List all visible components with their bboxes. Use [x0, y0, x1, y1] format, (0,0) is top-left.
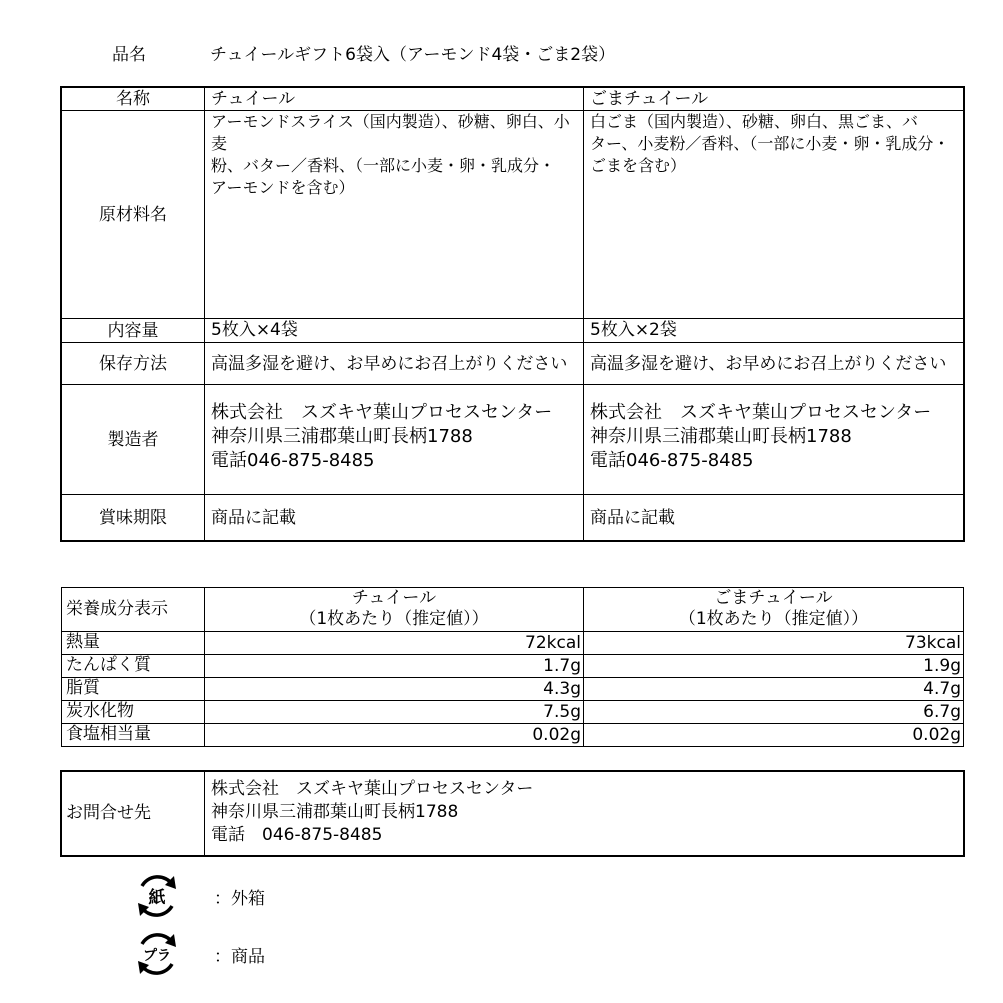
manufacturer-col1-line: 神奈川県三浦郡葉山町長柄1788 [211, 426, 473, 447]
nutrition-row-value1: 1.7g [205, 655, 584, 678]
nutrition-row-value2: 1.9g [584, 655, 964, 678]
manufacturer-col2-line: 電話046-875-8485 [590, 450, 754, 471]
product-name-value: チュイールギフト6袋入（アーモンド4袋・ごま2袋） [210, 45, 616, 65]
nutrition-row-value1: 4.3g [205, 678, 584, 701]
ingredients-row [62, 111, 964, 319]
storage-col2: 高温多湿を避け、お早めにお召上がりください [584, 343, 964, 385]
nutrition-row-value2: 6.7g [584, 701, 964, 724]
storage-col1: 高温多湿を避け、お早めにお召上がりください [205, 343, 584, 385]
recycle-paper-text: ：外箱 [214, 888, 265, 909]
contact-label: お問合せ先 [62, 772, 205, 856]
nutrition-row [62, 724, 964, 747]
manufacturer-col1-line: 株式会社 スズキヤ葉山プロセスセンター [211, 402, 553, 423]
product-name-label: 品名 [112, 45, 146, 65]
name-col1: チュイール [205, 88, 584, 111]
contact-line: 電話 046-875-8485 [211, 825, 383, 845]
best-before-col2: 商品に記載 [584, 495, 964, 541]
recycle-mark-plastic [132, 930, 265, 978]
spec-header-row [62, 88, 964, 111]
manufacturer-col2 [584, 385, 964, 495]
best-before-row [62, 495, 964, 541]
paper-recycle-icon [132, 872, 182, 920]
nutrition-col1-name: チュイール [351, 588, 437, 608]
nutrition-row [62, 632, 964, 655]
contact-row [62, 772, 964, 856]
nutrition-table [61, 587, 964, 747]
manufacturer-col2-line: 神奈川県三浦郡葉山町長柄1788 [590, 426, 852, 447]
ingredients-col2-line: ごまを含む） [590, 156, 687, 175]
ingredients-col2 [584, 111, 964, 319]
contents-col2: 5枚入×2袋 [584, 319, 964, 343]
ingredients-col1-line: アーモンドを含む） [211, 178, 355, 197]
nutrition-row-label: 熱量 [62, 632, 205, 655]
contents-col1: 5枚入×4袋 [205, 319, 584, 343]
manufacturer-label: 製造者 [62, 385, 205, 495]
nutrition-col1-basis: （1枚あたり（推定値）） [299, 609, 489, 629]
nutrition-title: 栄養成分表示 [62, 588, 205, 632]
nutrition-row-label: 食塩相当量 [62, 724, 205, 747]
manufacturer-row [62, 385, 964, 495]
plastic-recycle-icon [132, 930, 182, 978]
nutrition-header-row [62, 588, 964, 632]
nutrition-row-value2: 0.02g [584, 724, 964, 747]
name-col2: ごまチュイール [584, 88, 964, 111]
ingredients-col2-line: ター、小麦粉／香料、（一部に小麦・卵・乳成分・ [590, 134, 950, 153]
svg-text:紙: 紙 [148, 888, 166, 908]
manufacturer-col2-line: 株式会社 スズキヤ葉山プロセスセンター [590, 402, 932, 423]
spec-table [61, 87, 964, 541]
nutrition-row-label: 脂質 [62, 678, 205, 701]
ingredients-col1-line: 粉、バター／香料、（一部に小麦・卵・乳成分・ [211, 156, 556, 175]
contact-line: 神奈川県三浦郡葉山町長柄1788 [211, 802, 459, 822]
best-before-col1: 商品に記載 [205, 495, 584, 541]
nutrition-col2-name: ごまチュイール [714, 588, 833, 608]
nutrition-row-value2: 73kcal [584, 632, 964, 655]
recycle-mark-paper [132, 872, 265, 920]
svg-text:プラ: プラ [143, 948, 171, 964]
contact-value [205, 772, 964, 856]
ingredients-col2-line: 白ごま（国内製造）、砂糖、卵白、黒ごま、バ [590, 112, 919, 131]
nutrition-row-value1: 7.5g [205, 701, 584, 724]
nutrition-col2-header [584, 588, 964, 632]
name-label: 名称 [62, 88, 205, 111]
manufacturer-col1 [205, 385, 584, 495]
nutrition-row-value2: 4.7g [584, 678, 964, 701]
nutrition-row-label: 炭水化物 [62, 701, 205, 724]
nutrition-col1-header [205, 588, 584, 632]
nutrition-row-value1: 0.02g [205, 724, 584, 747]
nutrition-row [62, 678, 964, 701]
nutrition-row [62, 701, 964, 724]
storage-row [62, 343, 964, 385]
contact-table [61, 771, 964, 856]
recycle-plastic-text: ：商品 [214, 946, 265, 967]
contents-row [62, 319, 964, 343]
manufacturer-col1-line: 電話046-875-8485 [211, 450, 375, 471]
ingredients-col1-line: アーモンドスライス（国内製造）、砂糖、卵白、小麦 [211, 112, 570, 153]
nutrition-row-value1: 72kcal [205, 632, 584, 655]
ingredients-label: 原材料名 [62, 111, 205, 319]
contact-line: 株式会社 スズキヤ葉山プロセスセンター [211, 779, 534, 799]
storage-label: 保存方法 [62, 343, 205, 385]
nutrition-row-label: たんぱく質 [62, 655, 205, 678]
contents-label: 内容量 [62, 319, 205, 343]
nutrition-col2-basis: （1枚あたり（推定値）） [678, 609, 869, 629]
nutrition-row [62, 655, 964, 678]
best-before-label: 賞味期限 [62, 495, 205, 541]
ingredients-col1 [205, 111, 584, 319]
